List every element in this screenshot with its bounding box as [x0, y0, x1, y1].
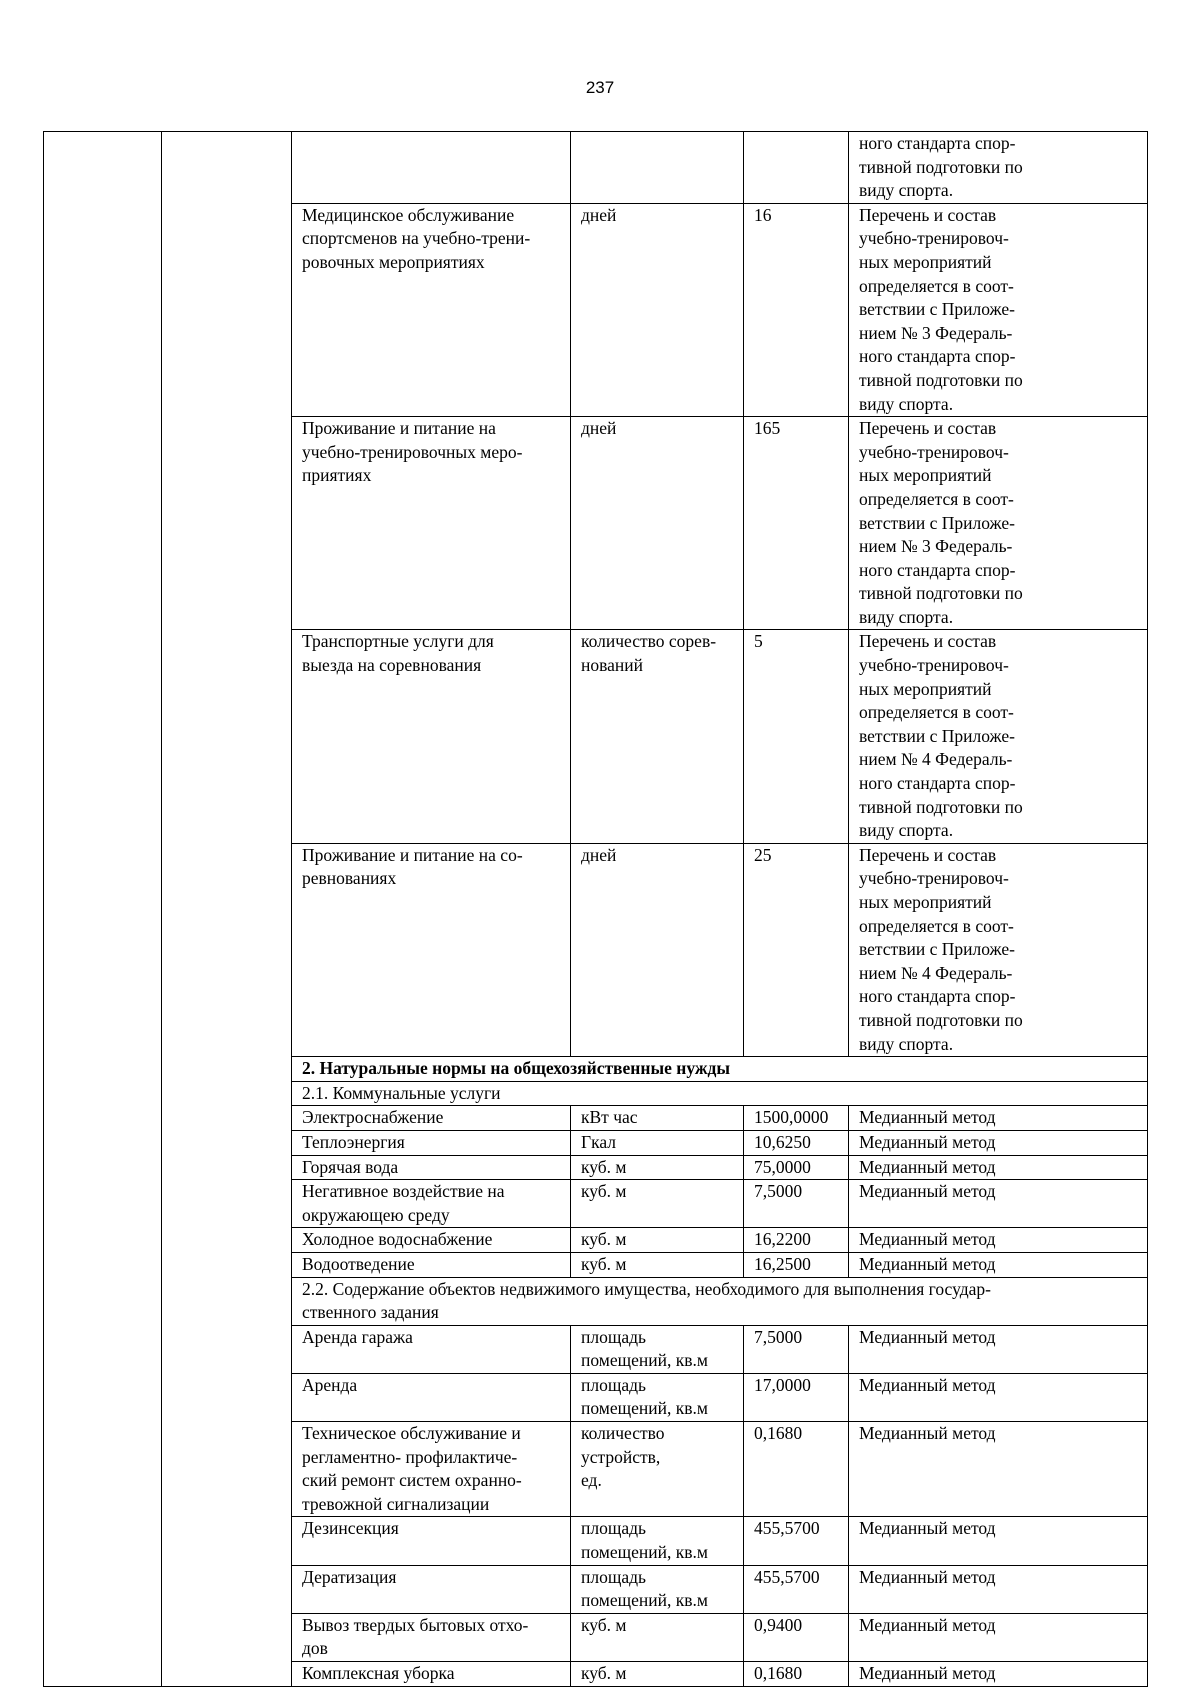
item-name-cell: Холодное водоснабжение: [292, 1228, 571, 1253]
unit-cell: площадь помещений, кв.м: [571, 1373, 744, 1421]
value-cell: 165: [744, 417, 849, 630]
unit-cell: дней: [571, 843, 744, 1056]
unit-cell: куб. м: [571, 1252, 744, 1277]
method-cell: Перечень и состав учебно-тренировоч- ных мероприятий определяется в соот- ветствии с Приложе- нием № 3 Федераль- ного стандарта спор- тивной подготовки по виду спорта.: [849, 203, 1148, 416]
section-heading: 2. Натуральные нормы на общехозяйственные нужды: [292, 1057, 1148, 1082]
method-cell: Медианный метод: [849, 1180, 1148, 1228]
value-cell: 455,5700: [744, 1565, 849, 1613]
outer-column-1: [44, 132, 162, 1687]
unit-cell: площадь помещений, кв.м: [571, 1565, 744, 1613]
subsection-heading: 2.1. Коммунальные услуги: [292, 1081, 1148, 1106]
method-cell: Перечень и состав учебно-тренировоч- ных мероприятий определяется в соот- ветствии с Приложе- нием № 4 Федераль- ного стандарта спор- тивной подготовки по виду спорта.: [849, 630, 1148, 843]
method-cell: Медианный метод: [849, 1517, 1148, 1565]
value-cell: 75,0000: [744, 1155, 849, 1180]
value-cell: 0,1680: [744, 1422, 849, 1517]
item-name-cell: Водоотведение: [292, 1252, 571, 1277]
method-cell: Медианный метод: [849, 1252, 1148, 1277]
unit-cell: дней: [571, 203, 744, 416]
table-row: [44, 132, 1148, 204]
unit-cell: [571, 132, 744, 204]
unit-cell: площадь помещений, кв.м: [571, 1517, 744, 1565]
item-name-cell: Негативное воздействие на окружающею среду: [292, 1180, 571, 1228]
item-name-cell: Проживание и питание на со- ревнованиях: [292, 843, 571, 1056]
method-cell: Перечень и состав учебно-тренировоч- ных мероприятий определяется в соот- ветствии с Приложе- нием № 4 Федераль- ного стандарта спор- тивной подготовки по виду спорта.: [849, 843, 1148, 1056]
value-cell: 0,1680: [744, 1662, 849, 1687]
unit-cell: количество сорев- нований: [571, 630, 744, 843]
value-cell: 5: [744, 630, 849, 843]
value-cell: 455,5700: [744, 1517, 849, 1565]
item-name-cell: Медицинское обслуживание спортсменов на учебно-трени- ровочных мероприятиях: [292, 203, 571, 416]
unit-cell: Гкал: [571, 1130, 744, 1155]
method-cell: Медианный метод: [849, 1565, 1148, 1613]
unit-cell: куб. м: [571, 1613, 744, 1661]
method-cell: Медианный метод: [849, 1325, 1148, 1373]
value-cell: 0,9400: [744, 1613, 849, 1661]
value-cell: 25: [744, 843, 849, 1056]
value-cell: [744, 132, 849, 204]
item-name-cell: Дератизация: [292, 1565, 571, 1613]
item-name-cell: Горячая вода: [292, 1155, 571, 1180]
method-cell: Перечень и состав учебно-тренировоч- ных мероприятий определяется в соот- ветствии с Приложе- нием № 3 Федераль- ного стандарта спор- тивной подготовки по виду спорта.: [849, 417, 1148, 630]
item-name-cell: Проживание и питание на учебно-тренировочных меро- приятиях: [292, 417, 571, 630]
value-cell: 7,5000: [744, 1325, 849, 1373]
unit-cell: кВт час: [571, 1106, 744, 1131]
outer-column-2: [162, 132, 292, 1687]
item-name-cell: Теплоэнергия: [292, 1130, 571, 1155]
norms-table: [43, 131, 1148, 1687]
method-cell: Медианный метод: [849, 1613, 1148, 1661]
item-name-cell: Аренда: [292, 1373, 571, 1421]
item-name-cell: Транспортные услуги для выезда на соревнования: [292, 630, 571, 843]
page-number: 237: [585, 78, 615, 97]
unit-cell: куб. м: [571, 1228, 744, 1253]
method-cell: ного стандарта спор- тивной подготовки по виду спорта.: [849, 132, 1148, 204]
method-cell: Медианный метод: [849, 1155, 1148, 1180]
value-cell: 16: [744, 203, 849, 416]
unit-cell: площадь помещений, кв.м: [571, 1325, 744, 1373]
item-name-cell: [292, 132, 571, 204]
value-cell: 1500,0000: [744, 1106, 849, 1131]
item-name-cell: Аренда гаража: [292, 1325, 571, 1373]
method-cell: Медианный метод: [849, 1106, 1148, 1131]
method-cell: Медианный метод: [849, 1662, 1148, 1687]
unit-cell: дней: [571, 417, 744, 630]
unit-cell: количество устройств, ед.: [571, 1422, 744, 1517]
unit-cell: куб. м: [571, 1662, 744, 1687]
value-cell: 10,6250: [744, 1130, 849, 1155]
value-cell: 17,0000: [744, 1373, 849, 1421]
value-cell: 16,2200: [744, 1228, 849, 1253]
item-name-cell: Комплексная уборка: [292, 1662, 571, 1687]
subsection-heading: 2.2. Содержание объектов недвижимого имущества, необходимого для выполнения государ- ственного задания: [292, 1277, 1148, 1325]
unit-cell: куб. м: [571, 1180, 744, 1228]
item-name-cell: Техническое обслуживание и регламентно- профилактиче- ский ремонт систем охранно- тревожной сигнализации: [292, 1422, 571, 1517]
value-cell: 16,2500: [744, 1252, 849, 1277]
method-cell: Медианный метод: [849, 1130, 1148, 1155]
item-name-cell: Дезинсекция: [292, 1517, 571, 1565]
value-cell: 7,5000: [744, 1180, 849, 1228]
method-cell: Медианный метод: [849, 1228, 1148, 1253]
method-cell: Медианный метод: [849, 1422, 1148, 1517]
item-name-cell: Электроснабжение: [292, 1106, 571, 1131]
unit-cell: куб. м: [571, 1155, 744, 1180]
method-cell: Медианный метод: [849, 1373, 1148, 1421]
norms-table-body: [44, 132, 1148, 1687]
item-name-cell: Вывоз твердых бытовых отхо- дов: [292, 1613, 571, 1661]
